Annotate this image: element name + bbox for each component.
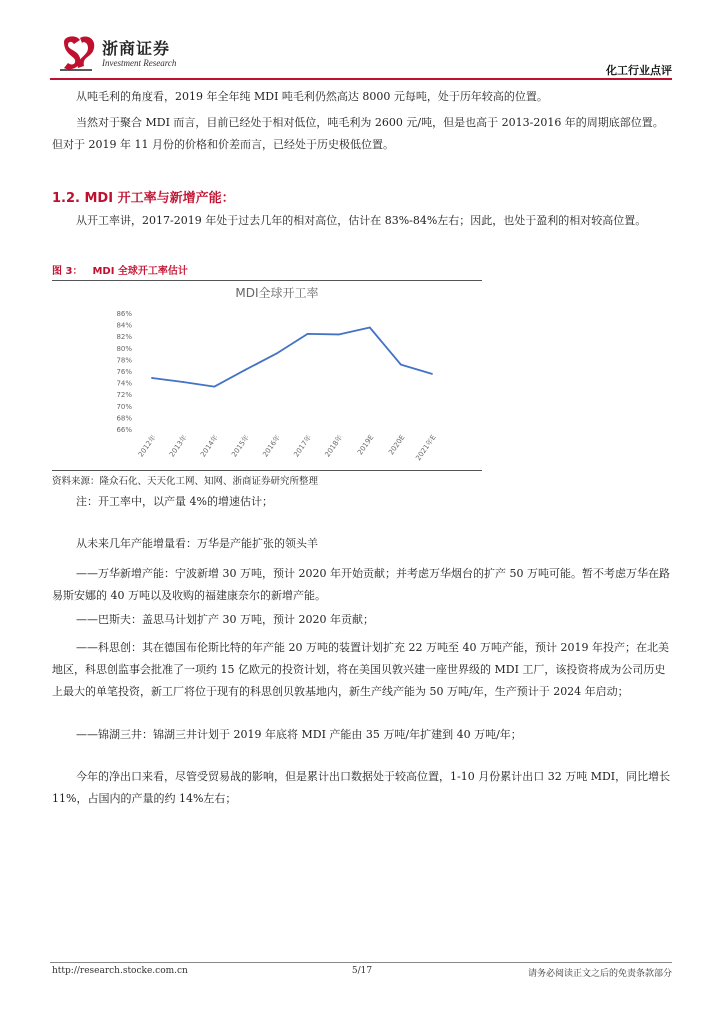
footer-url: http://research.stocke.com.cn bbox=[52, 966, 188, 976]
y-tick-label: 74% bbox=[116, 379, 132, 388]
x-tick-label: 2021年E bbox=[414, 433, 438, 463]
x-tick-label: 2015年 bbox=[230, 433, 251, 459]
figure-name: MDI 全球开工率估计 bbox=[92, 266, 188, 277]
page-header bbox=[50, 28, 672, 78]
utilization-line-chart bbox=[52, 281, 482, 469]
paragraph-capacity-intro: 从未来几年产能增量看：万华是产能扩张的领头羊 bbox=[76, 537, 318, 550]
series-line bbox=[152, 328, 432, 387]
footer-divider bbox=[50, 962, 672, 963]
y-tick-label: 72% bbox=[116, 391, 132, 400]
figure-label: 图 3： bbox=[52, 266, 83, 277]
y-tick-label: 78% bbox=[116, 356, 132, 365]
paragraph-basf: ——巴斯夫：盖思马计划扩产 30 万吨，预计 2020 年贡献； bbox=[76, 613, 374, 626]
data-point bbox=[213, 386, 215, 388]
y-tick-label: 70% bbox=[116, 402, 132, 411]
y-tick-label: 80% bbox=[116, 344, 132, 353]
paragraph-wanhua: ——万华新增产能：宁波新增 30 万吨，预计 2020 年开始贡献；并考虑万华烟台的扩产 50 万吨可能。暂不考虑万华在路易斯安娜的 40 万吨以及收购的福建康奈尔的新增产能。 bbox=[52, 567, 670, 602]
x-tick-label: 2019E bbox=[356, 433, 376, 457]
logo-chinese-name: 浙商证券 bbox=[102, 39, 171, 58]
header-divider bbox=[50, 78, 672, 80]
data-point bbox=[151, 377, 153, 379]
paragraph-utilization: 从开工率讲，2017-2019 年处于过去几年的相对高位，估计在 83%-84%左右；因此，也处于盈利的相对较高位置。 bbox=[76, 214, 647, 227]
figure-caption bbox=[52, 262, 188, 277]
x-axis bbox=[136, 433, 438, 462]
y-tick-label: 76% bbox=[116, 368, 132, 376]
y-tick-label: 66% bbox=[116, 426, 132, 434]
x-tick-label: 2014年 bbox=[199, 433, 220, 459]
footer-disclaimer: 请务必阅读正文之后的免责条款部分 bbox=[527, 969, 672, 979]
paragraph-covestro: ——科思创：其在德国布伦斯比特的年产能 20 万吨的装置计划扩充 22 万吨至 40 万吨产能，预计 2019 年投产；在北美地区，科思创监事会批准了一项约 15 亿欧元的投资计划，将在美国贝敦兴建一座世界级的 MDI 工厂，该投资将成为公司历史上最大的单笔投资，新工厂将位于现有的科思创贝敦基地内，新生产线产能为 50 万吨/年，生产预计于 2024 年启动； bbox=[52, 641, 669, 698]
data-point bbox=[307, 333, 309, 335]
paragraph-kumho: ——锦湖三井：锦湖三井计划于 2019 年底将 MDI 产能由 35 万吨/年扩建到 40 万吨/年； bbox=[76, 728, 522, 741]
chart-title: MDI全球开工率 bbox=[235, 286, 319, 300]
y-axis bbox=[116, 310, 132, 434]
paragraph-polymeric-mdi: 当然对于聚合 MDI 而言，目前已经处于相对低位，吨毛利为 2600 元/吨，但是也高于 2013-2016 年的周期底部位置。但对于 2019 年 11 月份的价格和价差而言，已经处于历史极低位置。 bbox=[52, 116, 664, 151]
x-tick-label: 2013年 bbox=[167, 433, 189, 459]
page-number: 5/17 bbox=[351, 966, 373, 976]
data-point bbox=[244, 369, 246, 371]
y-tick-label: 82% bbox=[116, 333, 132, 342]
figure-source: 资料来源：隆众石化、天天化工网、知网、浙商证券研究所整理 bbox=[52, 476, 319, 487]
x-tick-label: 2020E bbox=[387, 433, 407, 457]
x-tick-label: 2012年 bbox=[136, 433, 158, 459]
figure-bottom-rule bbox=[52, 470, 482, 471]
x-tick-label: 2016年 bbox=[261, 433, 283, 459]
y-tick-label: 68% bbox=[116, 414, 132, 423]
y-tick-label: 84% bbox=[116, 321, 132, 330]
logo-english-name: Investment Research bbox=[102, 58, 177, 68]
section-title: 1.2. MDI 开工率与新增产能： bbox=[52, 191, 235, 206]
data-point bbox=[369, 327, 371, 329]
data-point bbox=[431, 373, 433, 375]
figure-note: 注：开工率中，以产量 4%的增速估计； bbox=[76, 495, 273, 508]
data-point bbox=[400, 364, 402, 366]
paragraph-gross-profit: 从吨毛利的角度看，2019 年全年纯 MDI 吨毛利仍然高达 8000 元每吨，处于历年较高的位置。 bbox=[76, 90, 548, 103]
data-point bbox=[182, 381, 184, 383]
plot-area bbox=[151, 327, 433, 388]
data-point bbox=[276, 353, 278, 355]
x-tick-label: 2018年 bbox=[323, 433, 345, 459]
y-tick-label: 86% bbox=[116, 310, 132, 318]
data-point bbox=[338, 334, 340, 336]
company-logo-icon bbox=[56, 32, 98, 74]
report-type-label: 化工行业点评 bbox=[606, 64, 672, 77]
paragraph-exports: 今年的净出口来看，尽管受贸易战的影响，但是累计出口数据处于较高位置，1-10 月份累计出口 32 万吨 MDI，同比增长 11%，占国内的产量的约 14%左右； bbox=[52, 770, 671, 805]
x-tick-label: 2017年 bbox=[292, 433, 314, 459]
